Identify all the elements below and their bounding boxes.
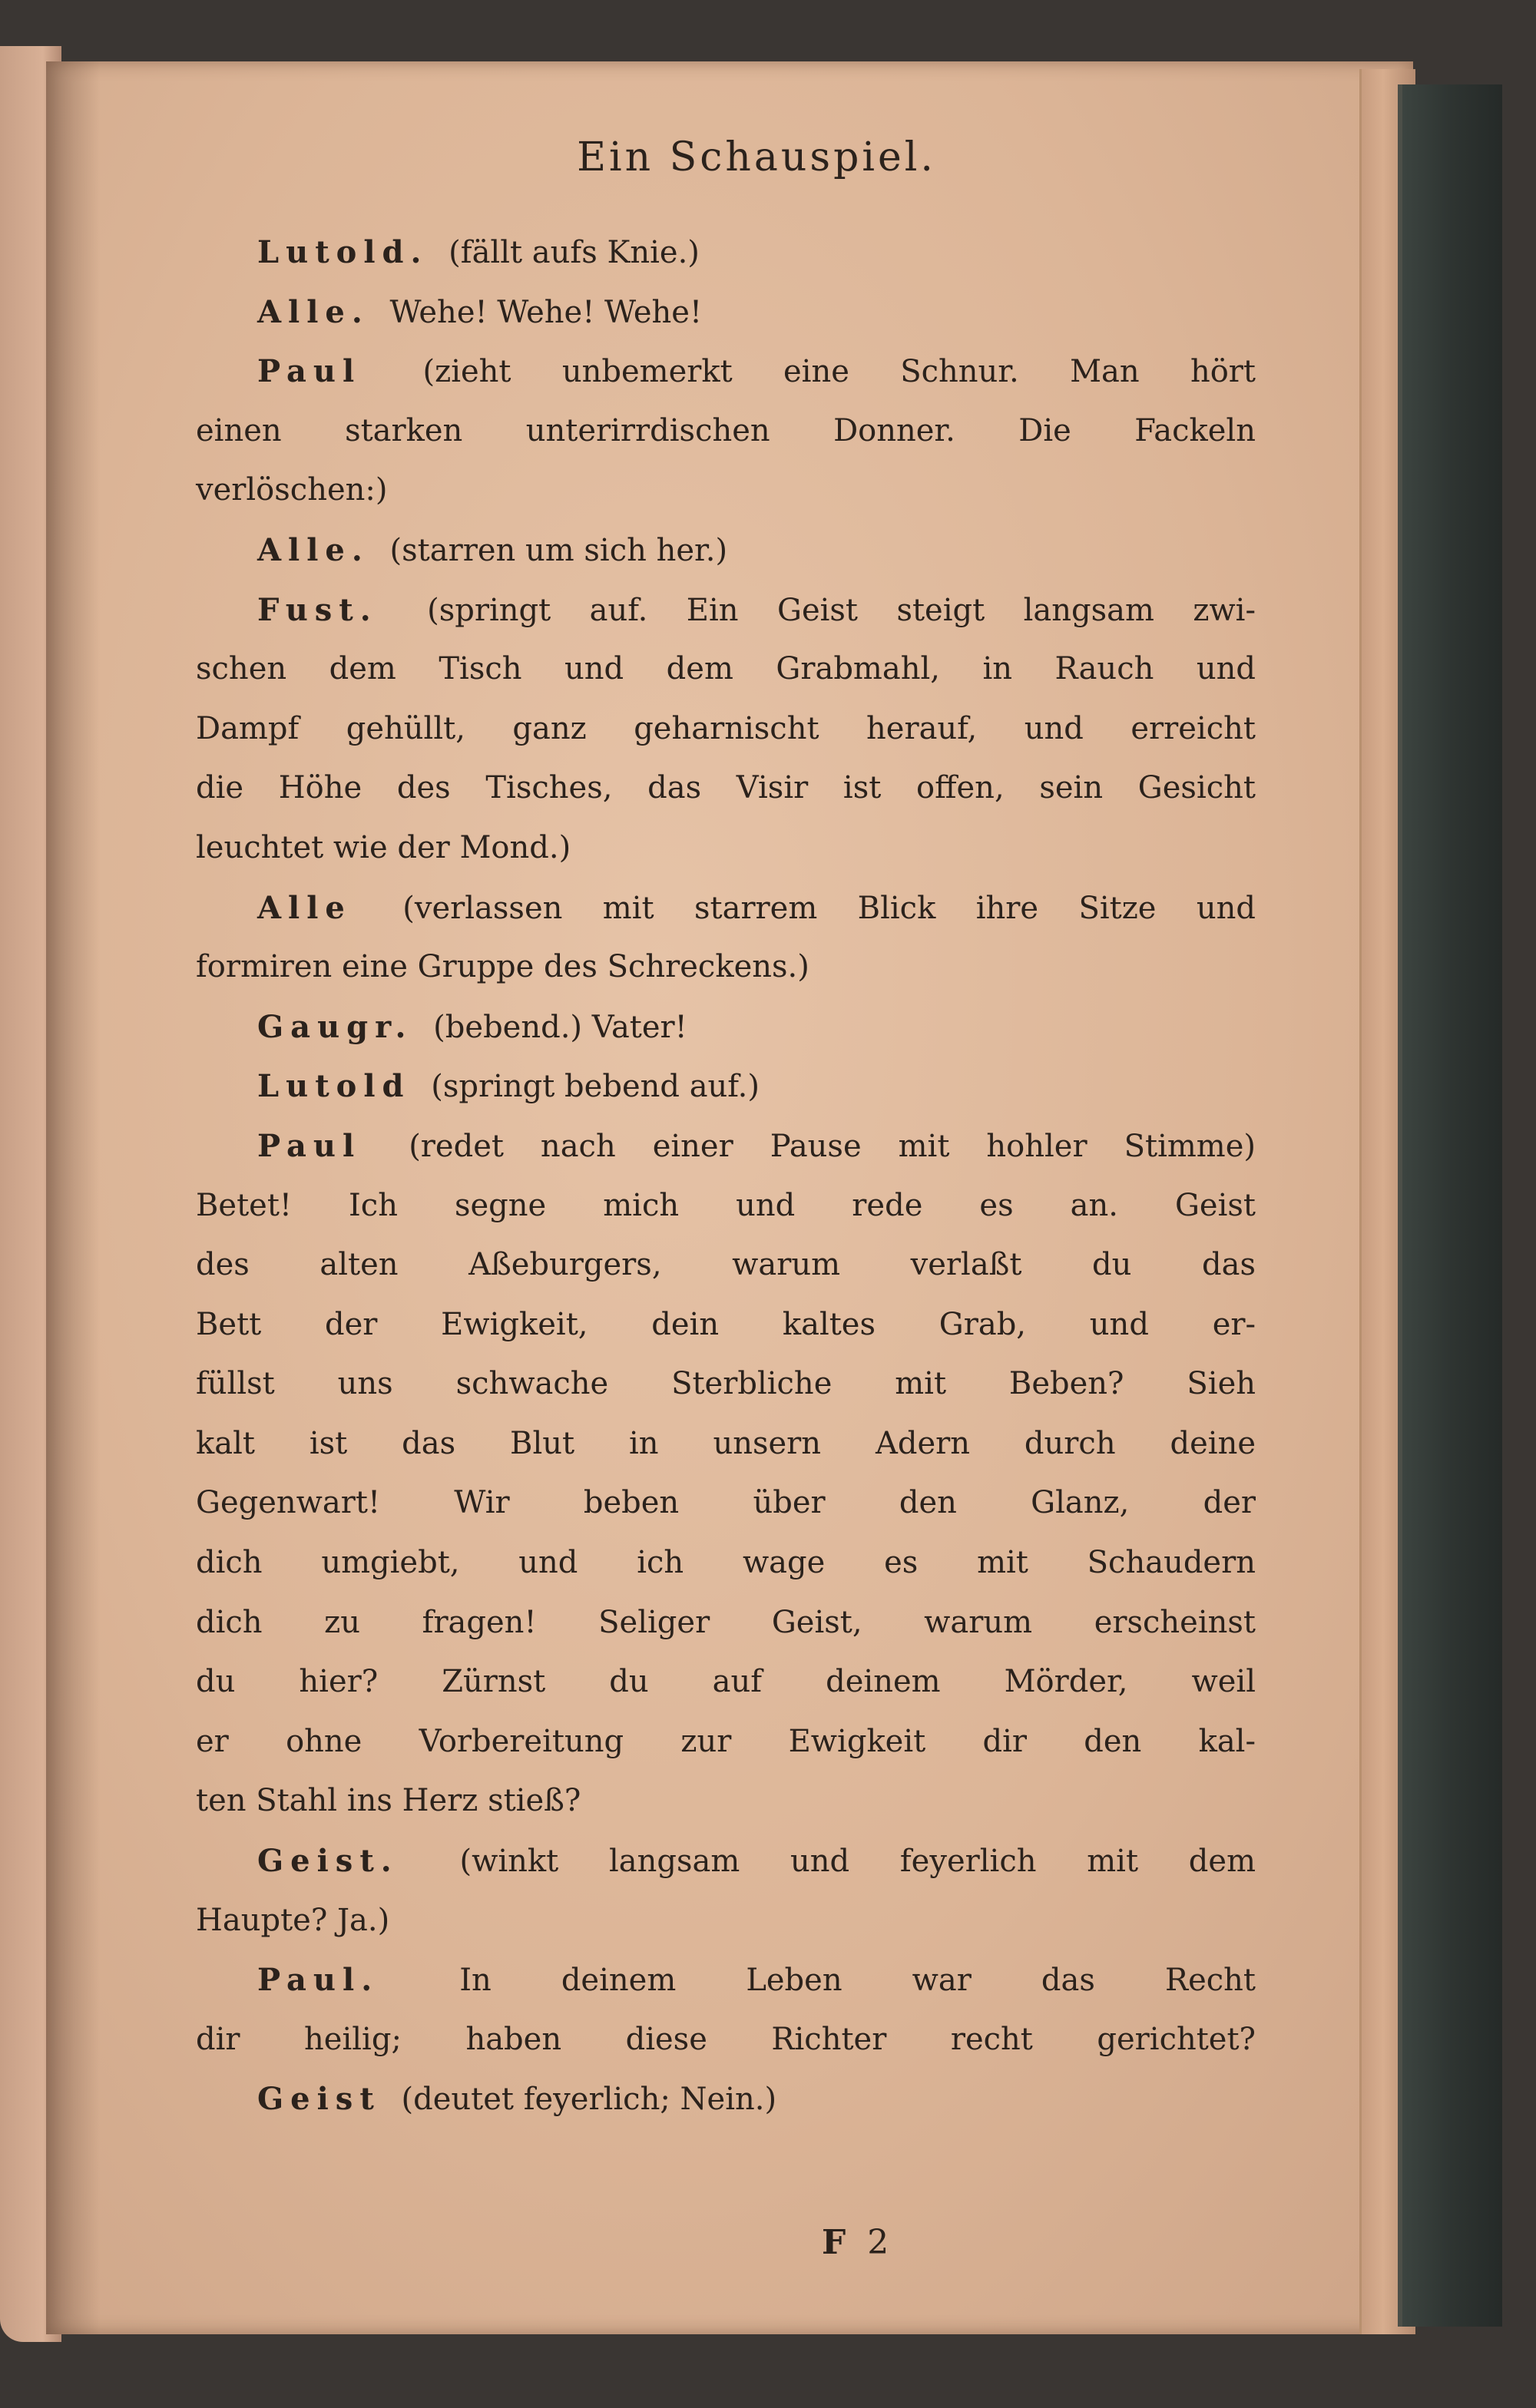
line-text: (springt auf. Ein Geist steigt langsam zwi- — [388, 592, 1256, 628]
text-line — [196, 1831, 1256, 1891]
page-footer — [822, 2223, 975, 2262]
text-line: die Höhe des Tisches, das Visir ist offen, sein Gesicht — [196, 770, 1256, 806]
line-text: (fällt aufs Knie.) — [439, 235, 700, 270]
text-line: Haupte? Ja.) — [196, 1902, 390, 1938]
text-line: füllst uns schwache Sterbliche mit Beben? Sieh — [196, 1366, 1256, 1402]
speaker: Paul — [257, 1127, 362, 1164]
text-line — [196, 223, 1256, 283]
text-line: er ohne Vorbereitung zur Ewigkeit dir den kal- — [196, 1723, 1256, 1759]
text-line — [196, 2069, 1256, 2129]
text-line: verlöschen:) — [196, 472, 388, 508]
text-line — [196, 521, 1256, 580]
text-line: dich umgiebt, und ich wage es mit Schaudern — [196, 1545, 1256, 1581]
text-line — [196, 878, 1256, 938]
text-line: kalt ist das Blut in unsern Adern durch deine — [196, 1425, 1256, 1461]
text-line — [196, 1950, 1256, 2010]
speaker: Alle — [257, 889, 352, 926]
text-line: schen dem Tisch und dem Grabmahl, in Rauch und — [196, 651, 1256, 687]
text-line: dich zu fragen! Seliger Geist, warum erscheinst — [196, 1604, 1256, 1640]
text-line: Dampf gehüllt, ganz geharnischt herauf, und erreicht — [196, 710, 1256, 746]
line-text: (winkt langsam und feyerlich mit dem — [409, 1844, 1256, 1880]
text-line: Gegenwart! Wir beben über den Glanz, der — [196, 1485, 1256, 1521]
line-text: Wehe! Wehe! Wehe! — [379, 294, 703, 330]
text-line: formiren eine Gruppe des Schreckens.) — [196, 949, 809, 985]
speaker: Lutold. — [257, 234, 429, 270]
line-text: In deinem Leben war das Recht — [389, 1963, 1256, 1999]
speaker: Alle. — [257, 293, 369, 330]
text-line: ten Stahl ins Herz stieß? — [196, 1783, 581, 1819]
speaker: Geist. — [257, 1843, 399, 1880]
line-text: (bebend.) Vater! — [423, 1009, 687, 1045]
text-line — [196, 580, 1256, 640]
speaker: Paul — [257, 353, 362, 390]
page-text — [196, 115, 1256, 2129]
speaker: Lutold — [257, 1068, 411, 1105]
line-text: (starren um sich her.) — [379, 532, 728, 568]
text-line: Betet! Ich segne mich und rede es an. Geist — [196, 1187, 1256, 1223]
speaker: Geist — [257, 2081, 381, 2118]
text-line — [196, 997, 1256, 1057]
text-line: dir heilig; haben diese Richter recht gerichtet? — [196, 2021, 1256, 2057]
speaker: Paul. — [257, 1962, 379, 1999]
text-line: einen starken unterirrdischen Donner. Die Fackeln — [196, 412, 1256, 448]
text-line: Bett der Ewigkeit, dein kaltes Grab, und er- — [196, 1306, 1256, 1342]
book-cover — [1398, 84, 1502, 2327]
line-text: (springt bebend auf.) — [421, 1069, 760, 1105]
speaker: Fust. — [257, 591, 378, 628]
speaker: Alle. — [257, 531, 369, 568]
speaker: Gaugr. — [257, 1008, 413, 1045]
page-number: 2 — [867, 2223, 889, 2262]
text-line — [196, 1116, 1256, 1176]
text-line: leuchtet wie der Mond.) — [196, 829, 571, 865]
line-text: (zieht unbemerkt eine Schnur. Man hört — [372, 354, 1256, 390]
line-text: (deutet feyerlich; Nein.) — [391, 2082, 777, 2118]
line-text: (verlassen mit starrem Blick ihre Sitze und — [362, 890, 1256, 926]
text-line — [196, 342, 1256, 402]
signature-mark: F — [822, 2223, 846, 2262]
text-line: des alten Aßeburgers, warum verlaßt du das — [196, 1247, 1256, 1283]
text-line — [196, 1057, 1256, 1116]
running-header: Ein Schauspiel. — [577, 134, 936, 180]
line-text: (redet nach einer Pause mit hohler Stimme) — [372, 1128, 1256, 1164]
page-gutter — [46, 61, 100, 2334]
text-line: du hier? Zürnst du auf deinem Mörder, weil — [196, 1664, 1256, 1700]
text-line — [196, 283, 1256, 342]
